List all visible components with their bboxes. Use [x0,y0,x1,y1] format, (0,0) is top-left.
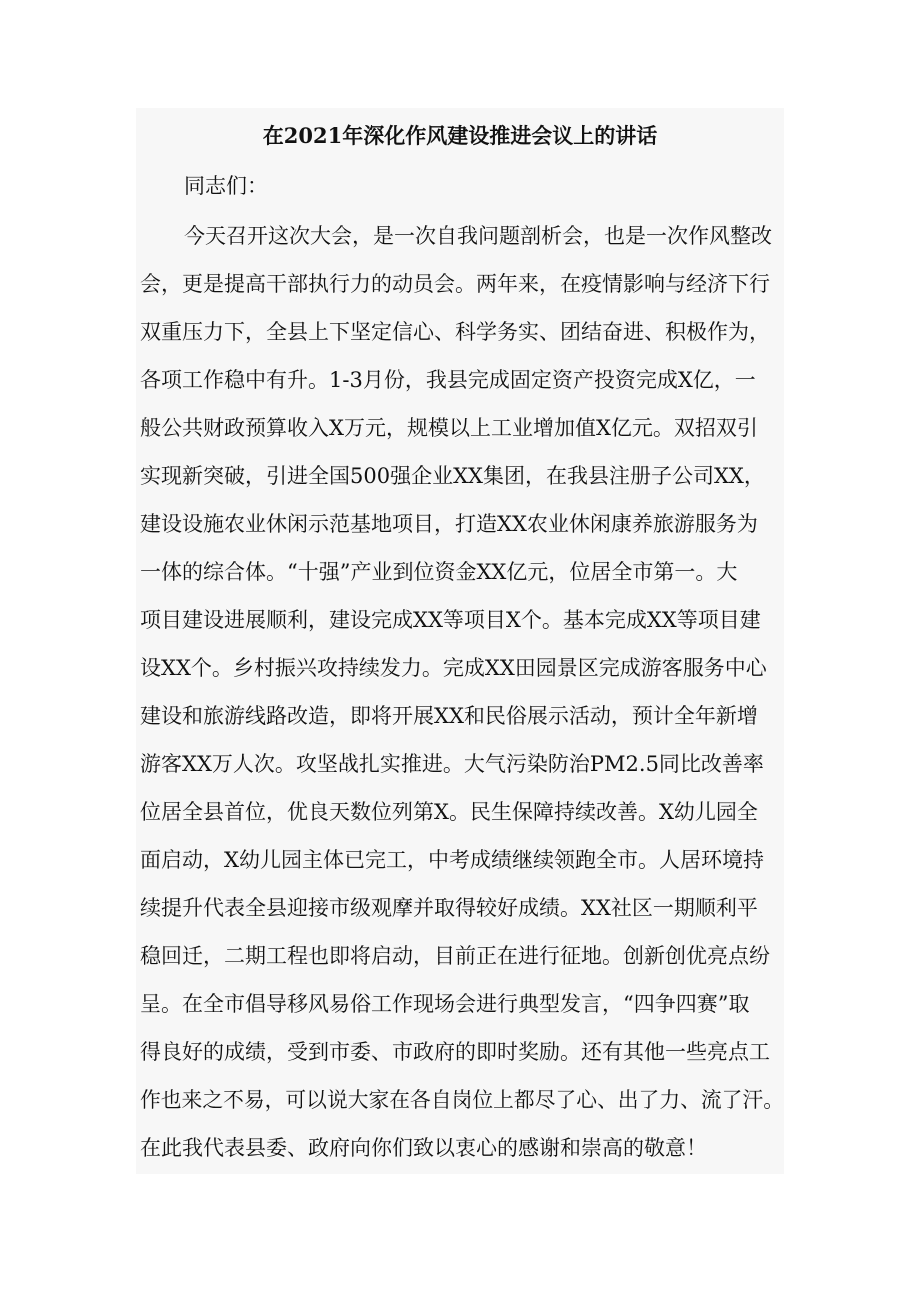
paragraph-line: 作也来之不易，可以说大家在各自岗位上都尽了心、出了力、流了汗。 [140,1088,784,1112]
paragraph-line: 一体的综合体。“十强”产业到位资金XX亿元，位居全市第一。大 [140,560,738,584]
paragraph-line: 稳回迁，二期工程也即将启动，目前正在进行征地。创新创优亮点纷 [140,944,770,968]
paragraph-line: 般公共财政预算收入X万元，规模以上工业增加值X亿元。双招双引 [140,416,758,440]
paragraph-line: 设XX个。乡村振兴攻持续发力。完成XX田园景区完成游客服务中心 [140,656,767,680]
paragraph-line: 各项工作稳中有升。1-3月份，我县完成固定资产投资完成X亿，一 [140,368,756,392]
paragraph-line: 得良好的成绩，受到市委、市政府的即时奖励。还有其他一些亮点工 [140,1040,770,1064]
salutation: 同志们： [184,174,268,198]
paragraph-line: 会，更是提高干部执行力的动员会。两年来，在疫情影响与经济下行 [140,272,770,296]
paragraph-line: 在此我代表县委、政府向你们致以衷心的感谢和崇高的敬意！ [140,1136,707,1160]
document-title: 在2021年深化作风建设推进会议上的讲话 [262,123,658,148]
paragraph-line: 面启动，X幼儿园主体已完工，中考成绩继续领跑全市。人居环境持 [140,848,764,872]
paragraph-line: 建设设施农业休闲示范基地项目，打造XX农业休闲康养旅游服务为 [140,512,758,536]
paragraph-line: 建设和旅游线路改造，即将开展XX和民俗展示活动，预计全年新增 [140,704,758,728]
paragraph-line: 续提升代表全县迎接市级观摩并取得较好成绩。XX社区一期顺利平 [140,896,758,920]
paragraph-line: 呈。在全市倡导移风易俗工作现场会进行典型发言，“四争四赛”取 [140,992,750,1016]
paragraph-line: 今天召开这次大会，是一次自我问题剖析会，也是一次作风整改 [184,224,772,248]
paragraph-line: 项目建设进展顺利，建设完成XX等项目X个。基本完成XX等项目建 [140,608,761,632]
paragraph-line: 双重压力下，全县上下坚定信心、科学务实、团结奋进、积极作为， [140,320,770,344]
paragraph-line: 位居全县首位，优良天数位列第X。民生保障持续改善。X幼儿园全 [140,800,758,824]
paragraph-line: 游客XX万人次。攻坚战扎实推进。大气污染防治PM2.5同比改善率 [140,752,764,776]
paragraph-line: 实现新突破，引进全国500强企业XX集团，在我县注册子公司XX， [140,464,765,488]
